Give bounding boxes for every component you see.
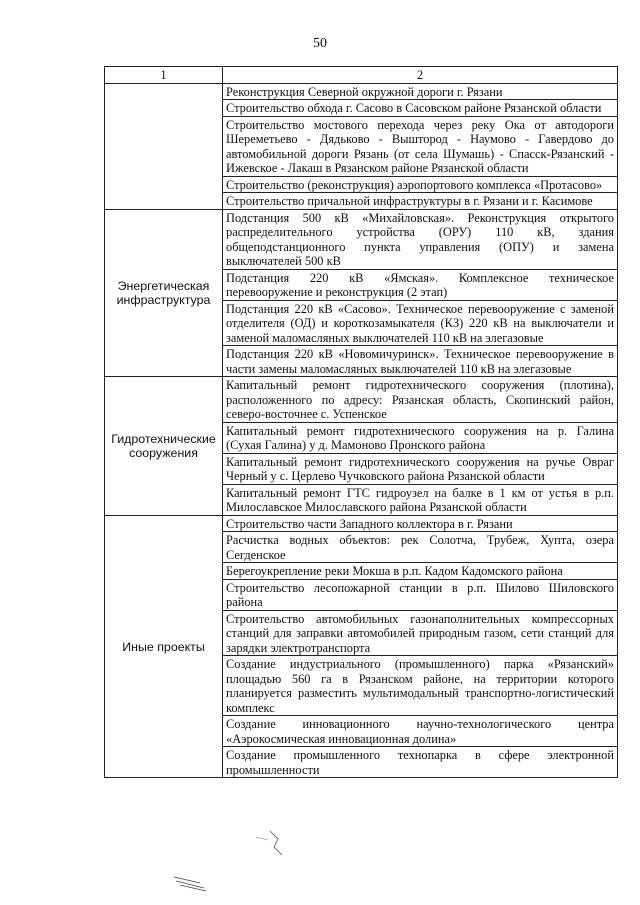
category-cell: Иные проекты bbox=[105, 515, 223, 778]
project-cell: Подстанция 220 кВ «Ямская». Комплексное техническое перевооружение и реконструкция (2 этап) bbox=[223, 269, 618, 300]
project-cell: Строительство обхода г. Сасово в Сасовском районе Рязанской области bbox=[223, 100, 618, 117]
scan-artifact-marks bbox=[160, 825, 320, 895]
project-cell: Создание инновационного научно-технологического центра «Аэрокосмическая инновационная долина» bbox=[223, 716, 618, 747]
project-cell: Капитальный ремонт гидротехнического сооружения на р. Галина (Сухая Галина) у д. Мамоново Пронского района bbox=[223, 422, 618, 453]
project-cell: Капитальный ремонт гидротехнического сооружения (плотина), расположенного по адресу: Рязанская область, Скопинский район, северо-восточнее с. Успенское bbox=[223, 377, 618, 423]
project-cell: Строительство лесопожарной станции в р.п. Шилово Шиловского района bbox=[223, 579, 618, 610]
project-cell: Подстанция 500 кВ «Михайловская». Реконструкция открытого распределительного устройства (ОРУ) 110 кВ, здания общеподстанционного пункта управления (ОПУ) и замена выключателей 500 кВ bbox=[223, 209, 618, 269]
project-cell: Подстанция 220 кВ «Сасово». Техническое перевооружение с заменой отделителя (ОД) и короткозамыкателя (КЗ) 220 кВ на выключатели и заменой маломасляных выключателей 110 кВ на элегазовые bbox=[223, 300, 618, 346]
table-row bbox=[105, 209, 618, 269]
category-cell: Энергетическая инфраструктура bbox=[105, 209, 223, 377]
table-row bbox=[105, 515, 618, 532]
table-row bbox=[105, 377, 618, 423]
project-cell: Создание индустриального (промышленного) парка «Рязанский» площадью 560 га в Рязанском районе, на территории которого планируется разместить мультимодальный транспортно-логистический комплекс bbox=[223, 656, 618, 716]
column-header-1: 1 bbox=[105, 67, 223, 84]
project-cell: Строительство причальной инфраструктуры в г. Рязани и г. Касимове bbox=[223, 193, 618, 210]
project-cell: Строительство мостового перехода через реку Ока от автодороги Шереметьево - Дядьково - Выштород - Наумово - Гавердово до автомобильной дороги Рязань (от села Шумашь) - Спасск-Рязанский - Ижевское - Лакаш в Рязанском районе Рязанской области bbox=[223, 116, 618, 176]
project-cell: Капитальный ремонт ГТС гидроузел на балке в 1 км от устья в р.п. Милославское Милославского района Рязанской области bbox=[223, 484, 618, 515]
project-cell: Реконструкция Северной окружной дороги г. Рязани bbox=[223, 83, 618, 100]
project-cell: Берегоукрепление реки Мокша в р.п. Кадом Кадомского района bbox=[223, 563, 618, 580]
column-header-2: 2 bbox=[223, 67, 618, 84]
page-number: 50 bbox=[313, 36, 327, 51]
project-cell: Подстанция 220 кВ «Новомичуринск». Техническое перевооружение в части замены маломасляных выключателей 110 кВ на элегазовые bbox=[223, 346, 618, 377]
project-cell: Капитальный ремонт гидротехнического сооружения на ручье Овраг Черный у с. Церлево Чучковского района Рязанской области bbox=[223, 453, 618, 484]
project-cell: Создание промышленного технопарка в сфере электронной промышленности bbox=[223, 747, 618, 778]
project-cell: Расчистка водных объектов: рек Солотча, Трубеж, Хупта, озера Сегденское bbox=[223, 532, 618, 563]
category-cell bbox=[105, 83, 223, 209]
project-cell: Строительство автомобильных газонаполнительных компрессорных станций для заправки автомобилей природным газом, сети станций для зарядки электротранспорта bbox=[223, 610, 618, 656]
project-cell: Строительство (реконструкция) аэропортового комплекса «Протасово» bbox=[223, 176, 618, 193]
table-row bbox=[105, 83, 618, 100]
table-header-row bbox=[105, 67, 618, 84]
projects-table bbox=[104, 66, 618, 778]
project-cell: Строительство части Западного коллектора в г. Рязани bbox=[223, 515, 618, 532]
category-cell: Гидротехнические сооружения bbox=[105, 377, 223, 516]
